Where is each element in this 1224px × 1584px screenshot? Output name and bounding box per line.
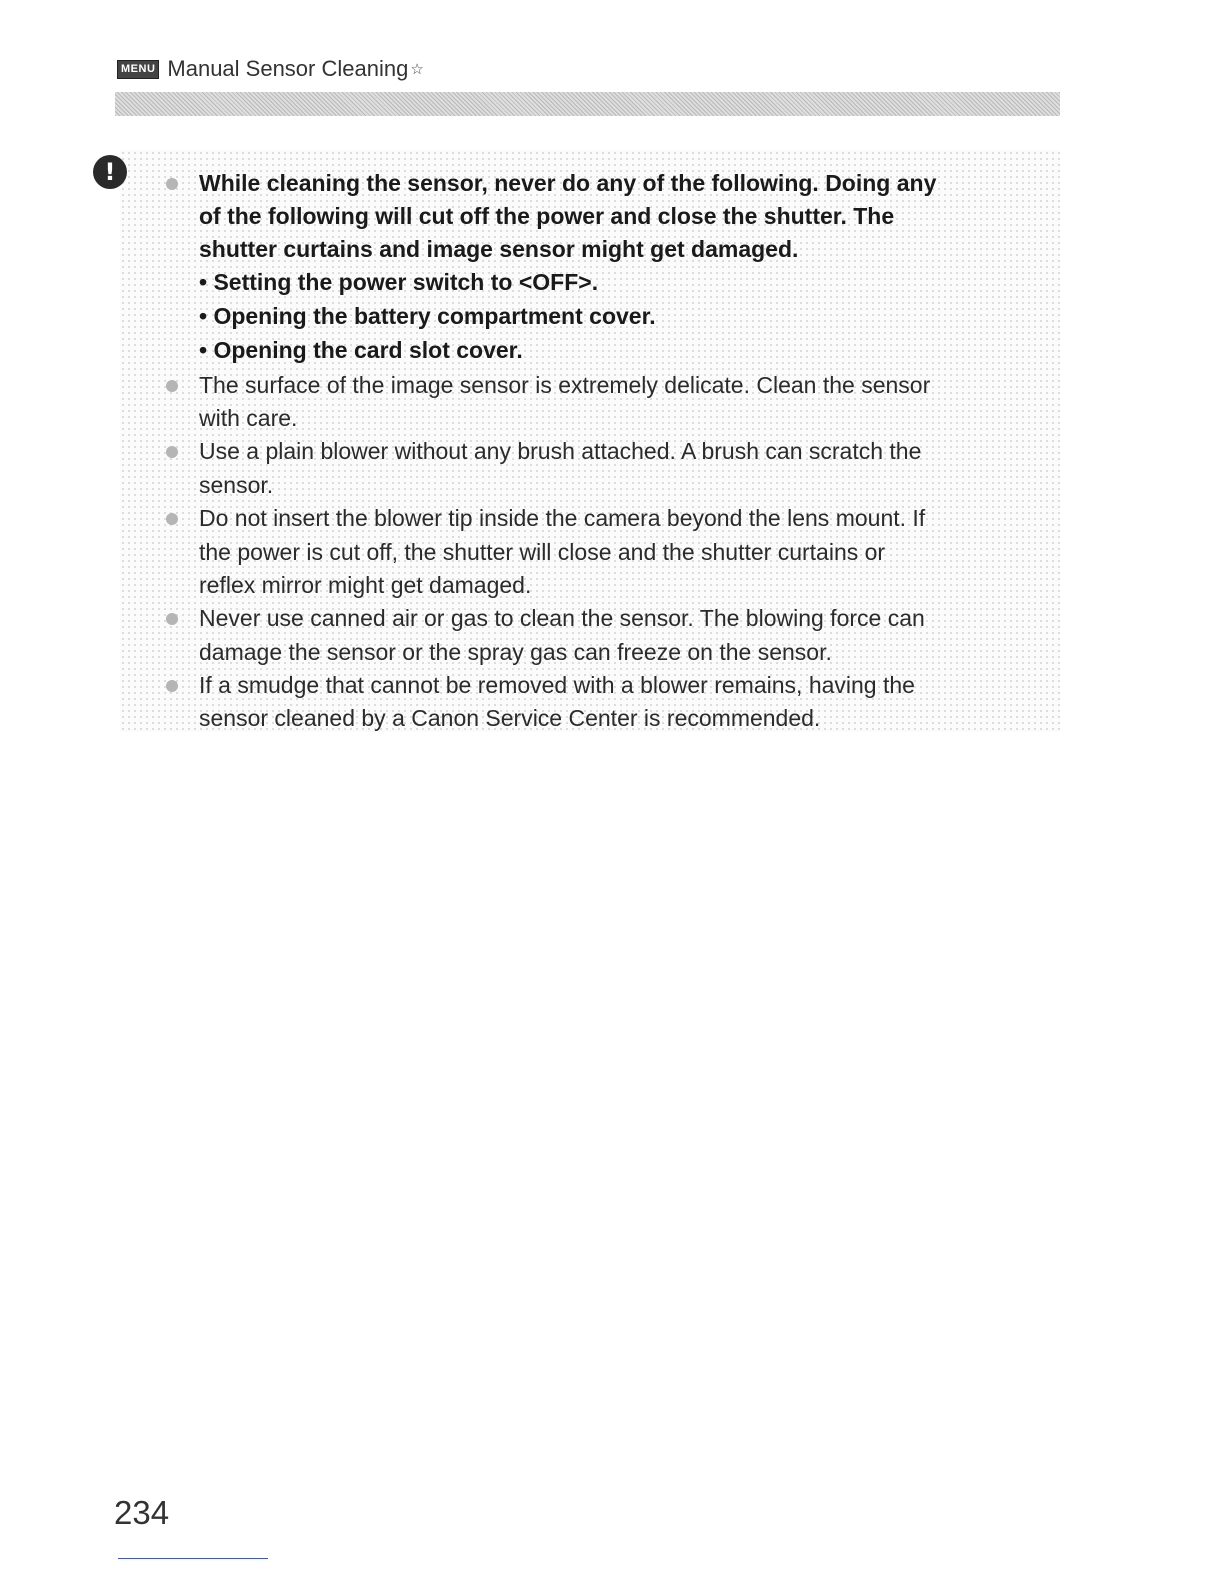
- caution-line: Never use canned air or gas to clean the sensor. The blowing force can: [199, 605, 925, 631]
- caution-line: If a smudge that cannot be removed with a blower remains, having the: [199, 672, 915, 698]
- section-title: Manual Sensor Cleaning: [167, 56, 409, 81]
- caution-line: damage the sensor or the spray gas can freeze on the sensor.: [199, 639, 832, 665]
- page-number: 234: [114, 1494, 170, 1531]
- caution-line: Use a plain blower without any brush attached. A brush can scratch the: [199, 438, 922, 464]
- caution-line: The surface of the image sensor is extremely delicate. Clean the sensor: [199, 372, 931, 398]
- menu-icon: MENU: [117, 60, 159, 79]
- bullet-icon: [166, 178, 178, 190]
- footer-link-rule: [118, 1558, 268, 1559]
- bullet-icon: [166, 513, 178, 525]
- caution-line: of the following will cut off the power and close the shutter. The: [199, 203, 895, 229]
- caution-line: shutter curtains and image sensor might get damaged.: [199, 236, 799, 262]
- caution-line: sensor cleaned by a Canon Service Center is recommended.: [199, 705, 821, 731]
- star-icon: ☆: [410, 61, 424, 78]
- caution-subitem: • Opening the card slot cover.: [199, 337, 523, 363]
- bullet-icon: [166, 613, 178, 625]
- caution-subitem: • Setting the power switch to <OFF>.: [199, 269, 599, 295]
- caution-line: with care.: [199, 405, 298, 431]
- caution-subitem: • Opening the battery compartment cover.: [199, 303, 656, 329]
- caution-line: the power is cut off, the shutter will close and the shutter curtains or: [199, 539, 886, 565]
- page-header: [117, 56, 424, 82]
- caution-line: reflex mirror might get damaged.: [199, 572, 532, 598]
- caution-line: Do not insert the blower tip inside the camera beyond the lens mount. If: [199, 505, 926, 531]
- bullet-icon: [166, 380, 178, 392]
- caution-icon: !: [93, 155, 127, 189]
- bullet-icon: [166, 446, 178, 458]
- header-divider: [115, 92, 1060, 116]
- bullet-icon: [166, 680, 178, 692]
- caution-line: While cleaning the sensor, never do any of the following. Doing any: [199, 170, 937, 196]
- caution-line: sensor.: [199, 472, 274, 498]
